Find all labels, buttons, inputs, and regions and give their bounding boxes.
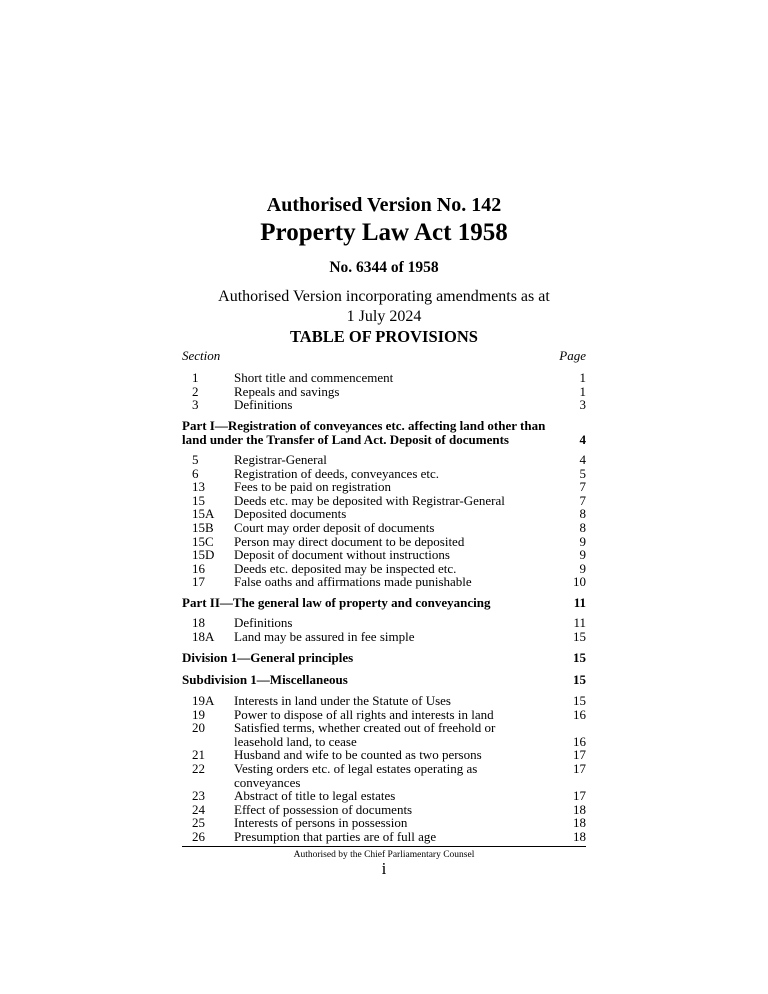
- act-number: No. 6344 of 1958: [329, 259, 439, 276]
- section-number: 3: [192, 397, 199, 413]
- toc-row[interactable]: [182, 830, 586, 844]
- section-title: Definitions: [234, 397, 293, 413]
- page-number: 17: [573, 760, 586, 776]
- section-number: 23: [192, 788, 205, 804]
- toc-row[interactable]: [182, 721, 586, 748]
- toc-row[interactable]: [182, 548, 586, 562]
- section-title: Land may be assured in fee simple: [234, 628, 415, 644]
- page-column-label: Page: [559, 348, 586, 363]
- part-1-heading[interactable]: [182, 419, 586, 447]
- section-number: 15: [192, 492, 205, 508]
- section-title: Registration of deeds, conveyances etc.: [234, 465, 440, 481]
- section-title: Court may order deposit of documents: [234, 519, 435, 535]
- page-number: 18: [573, 828, 586, 844]
- section-number: 15B: [192, 519, 214, 535]
- section-number: 15A: [192, 506, 215, 522]
- page-number: 3: [579, 397, 586, 413]
- part-2-heading[interactable]: [182, 596, 586, 610]
- section-title: Presumption that parties are of full age: [234, 828, 437, 844]
- authorised-version-heading: Authorised Version No. 142: [266, 194, 502, 216]
- section-number: 19: [192, 706, 205, 722]
- toc-row[interactable]: [182, 575, 586, 589]
- section-title: Deposit of document without instructions: [234, 547, 450, 563]
- page-number: 1: [579, 383, 586, 399]
- part-title: Part I—Registration of conveyances etc. affecting land other than land under the Transfer of Land Act. Deposit of documents: [182, 418, 546, 447]
- section-number: 25: [192, 815, 205, 831]
- page-number: 4: [579, 432, 586, 447]
- page-number: 4: [579, 452, 586, 467]
- division-title: Division 1—General principles: [182, 650, 354, 665]
- incorporating-statement: [0, 287, 768, 327]
- section-number: 22: [192, 760, 205, 776]
- footer-divider: [182, 846, 586, 847]
- subdivision-title: Subdivision 1—Miscellaneous: [182, 672, 348, 687]
- section-title: Abstract of title to legal estates: [234, 788, 396, 804]
- page-number: 7: [579, 479, 586, 495]
- page-number: 8: [579, 506, 586, 522]
- page-number: 9: [579, 560, 586, 576]
- section-title: Short title and commencement: [234, 370, 394, 385]
- section-title: Fees to be paid on registration: [234, 479, 392, 495]
- division-1-heading[interactable]: [182, 651, 586, 665]
- page-number: 15: [573, 693, 586, 708]
- page-number: 1: [579, 370, 586, 385]
- page-number: 17: [573, 747, 586, 763]
- section-number: 16: [192, 560, 205, 576]
- toc-row[interactable]: [182, 708, 586, 722]
- toc-row[interactable]: [182, 371, 586, 385]
- section-number: 5: [192, 452, 199, 467]
- section-number: 18: [192, 615, 205, 630]
- toc-group-subdivision-1: [182, 694, 586, 844]
- section-number: 18A: [192, 628, 215, 644]
- section-number: 17: [192, 574, 205, 590]
- section-number: 15C: [192, 533, 214, 549]
- toc-group-part-1: [182, 453, 586, 589]
- section-title: Husband and wife to be counted as two persons: [234, 747, 482, 763]
- toc-group-preliminary: [182, 371, 586, 412]
- toc-row[interactable]: [182, 789, 586, 803]
- footer-authorised-by: Authorised by the Chief Parliamentary Counsel: [293, 850, 475, 860]
- page-number: 8: [579, 519, 586, 535]
- page-number: 17: [573, 788, 586, 804]
- page-number-footer: i: [381, 859, 387, 878]
- section-number: 26: [192, 828, 205, 844]
- page-number: 16: [573, 706, 586, 722]
- section-title: Vesting orders etc. of legal estates operating as conveyances: [234, 760, 478, 790]
- section-title: Definitions: [234, 615, 293, 630]
- table-of-provisions-heading: TABLE OF PROVISIONS: [290, 327, 478, 346]
- toc-row[interactable]: [182, 803, 586, 817]
- section-number: 6: [192, 465, 199, 481]
- page-number: 11: [573, 615, 586, 630]
- page-number: 11: [573, 595, 586, 610]
- toc-row[interactable]: [182, 562, 586, 576]
- section-number: 2: [192, 383, 199, 399]
- toc-row[interactable]: [182, 816, 586, 830]
- page-number: 5: [579, 465, 586, 481]
- incorporating-line-1: Authorised Version incorporating amendments as at: [218, 288, 550, 305]
- section-title: Registrar-General: [234, 452, 327, 467]
- page-number: 16: [573, 733, 586, 749]
- toc-row[interactable]: [182, 521, 586, 535]
- section-number: 13: [192, 479, 205, 495]
- page-number: 15: [573, 650, 586, 665]
- toc-row[interactable]: [182, 453, 586, 467]
- toc-row[interactable]: [182, 398, 586, 412]
- section-title: Deeds etc. deposited may be inspected etc.: [234, 560, 457, 576]
- section-title: Power to dispose of all rights and interests in land: [234, 706, 494, 722]
- toc-row[interactable]: [182, 630, 586, 644]
- part-title: Part II—The general law of property and conveyancing: [182, 595, 491, 610]
- section-title: False oaths and affirmations made punishable: [234, 574, 472, 590]
- page-number: 18: [573, 801, 586, 817]
- toc-row[interactable]: [182, 535, 586, 549]
- section-title: Person may direct document to be deposited: [234, 533, 465, 549]
- toc-row[interactable]: [182, 762, 586, 789]
- page-number: 9: [579, 547, 586, 563]
- toc-row[interactable]: [182, 748, 586, 762]
- section-number: 19A: [192, 693, 215, 708]
- page-number: 15: [573, 628, 586, 644]
- page-number: 9: [579, 533, 586, 549]
- section-number: 20: [192, 720, 205, 736]
- section-number: 15D: [192, 547, 215, 563]
- page-number: 10: [573, 574, 586, 590]
- toc-row[interactable]: [182, 616, 586, 630]
- section-title: Deposited documents: [234, 506, 347, 522]
- page-number: 7: [579, 492, 586, 508]
- section-number: 24: [192, 801, 205, 817]
- section-title: Interests in land under the Statute of Uses: [234, 693, 451, 708]
- subdivision-1-heading[interactable]: [182, 673, 586, 687]
- section-title: Interests of persons in possession: [234, 815, 408, 831]
- page-number: 15: [573, 672, 586, 687]
- act-title: Property Law Act 1958: [260, 219, 508, 246]
- page-number: 18: [573, 815, 586, 831]
- toc-row[interactable]: [182, 467, 586, 481]
- toc-row[interactable]: [182, 480, 586, 494]
- section-title: Repeals and savings: [234, 383, 340, 399]
- section-number: 21: [192, 747, 205, 763]
- section-title: Deeds etc. may be deposited with Registrar-General: [234, 492, 505, 508]
- toc-group-part-2: [182, 616, 586, 643]
- section-title: Satisfied terms, whether created out of freehold or leasehold land, to cease: [234, 720, 496, 749]
- toc-row[interactable]: [182, 507, 586, 521]
- toc-row[interactable]: [182, 694, 586, 708]
- toc-row[interactable]: [182, 494, 586, 508]
- section-column-label: Section: [182, 348, 221, 363]
- section-number: 1: [192, 370, 199, 385]
- section-title: Effect of possession of documents: [234, 801, 413, 817]
- incorporating-date: 1 July 2024: [346, 308, 422, 325]
- toc-row[interactable]: [182, 385, 586, 399]
